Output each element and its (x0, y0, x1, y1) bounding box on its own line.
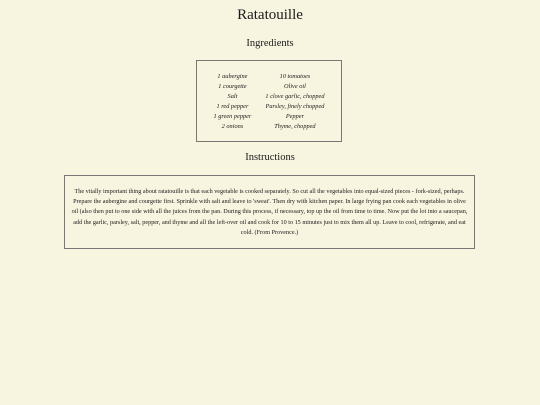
ingredient-item: Pepper (285, 112, 305, 120)
instructions-box (64, 175, 475, 249)
ingredient-item: 1 courgette (218, 82, 247, 90)
ingredient-item: 2 onions (221, 122, 244, 130)
ingredient-item: Thyme, chopped (274, 122, 316, 130)
ingredients-heading: Ingredients (246, 38, 294, 49)
ingredients-column-right (265, 72, 324, 141)
ingredient-item: 10 tomatoes (279, 73, 311, 80)
ingredient-item: 1 red pepper (216, 102, 249, 110)
page-title: Ratatouille (237, 7, 303, 23)
ingredient-item: Olive oil (284, 82, 306, 90)
ingredient-item: Parsley, finely chopped (265, 102, 325, 110)
ingredient-item: 1 clove garlic, chopped (265, 92, 325, 100)
ingredient-item: 1 aubergine (217, 73, 248, 80)
ingredients-column-left (214, 72, 252, 141)
ingredient-item: Salt (227, 92, 238, 100)
instructions-heading: Instructions (245, 152, 295, 163)
ingredient-item: 1 green pepper (213, 112, 252, 120)
instructions-text: The vitally important thing about ratatouille is that each vegetable is cooked separately. So cut all the vegetables into equal-sized pieces - fork-sized, perhaps. Prepare the aubergine and courgette first. Sprinkle with salt and leave to 'sweat'. Then dry with kitchen paper. In large frying pan cook each vegetables in olive oil (also then put to one side with all the juices from the pan. During this process, if necessary, top up the oil from time to time. Now put the lot into a saucepan, add the garlic, parsley, salt, pepper, and thyme and all the left-over oil and cook for 10 to 15 minutes just to mix them all up. Leave to cool, refrigerate, and eat cold. (From Provence.) (71, 188, 468, 236)
ingredients-box (196, 60, 342, 142)
